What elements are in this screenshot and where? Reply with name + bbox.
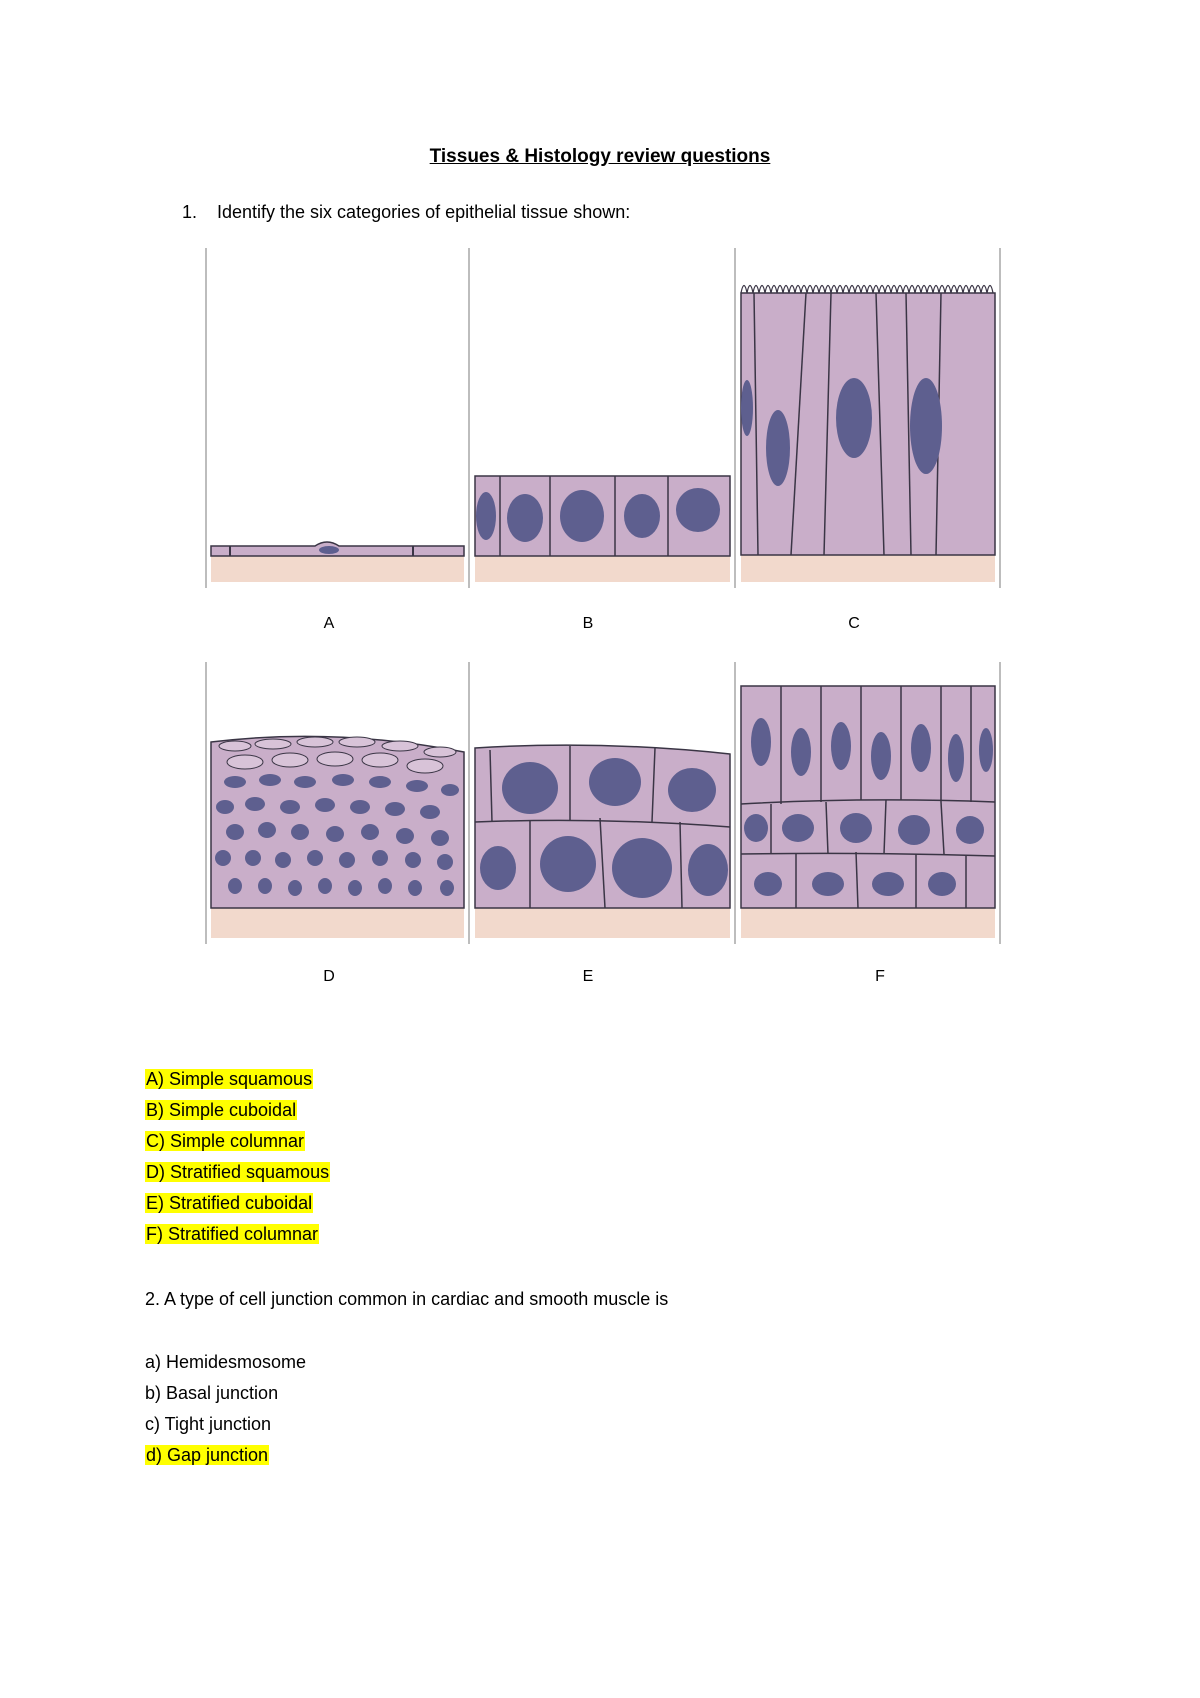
answer-e-text: E) Stratified cuboidal — [146, 1193, 313, 1213]
question-2-text: 2. A type of cell junction common in cardiac and smooth muscle is — [145, 1289, 669, 1309]
figure-e-stratified-cuboidal — [470, 662, 736, 944]
answer-b-text: B) Simple cuboidal — [146, 1100, 297, 1120]
answer-c — [145, 1130, 305, 1152]
answer-f-text: F) Stratified columnar — [146, 1224, 319, 1244]
figure-c-simple-columnar — [736, 248, 1002, 588]
answer-c-text: C) Simple columnar — [146, 1131, 305, 1151]
option-d — [145, 1445, 269, 1466]
answer-e — [145, 1192, 313, 1214]
page-title: Tissues & Histology review questions — [429, 146, 771, 167]
figure-f-stratified-columnar — [736, 662, 1002, 944]
figure-a-simple-squamous — [205, 248, 470, 588]
question-1-number: 1. — [182, 202, 198, 222]
panel-label-b: B — [582, 615, 594, 632]
option-b: b) Basal junction — [145, 1383, 279, 1403]
option-c: c) Tight junction — [145, 1414, 272, 1434]
panel-label-f: F — [875, 968, 885, 985]
answer-f — [145, 1223, 319, 1245]
option-d-text: d) Gap junction — [146, 1445, 269, 1465]
panel-label-e: E — [582, 968, 594, 985]
question-1-text: Identify the six categories of epithelial tissue shown: — [217, 202, 631, 222]
question-1 — [182, 202, 630, 223]
answer-d-text: D) Stratified squamous — [146, 1162, 330, 1182]
option-a: a) Hemidesmosome — [145, 1352, 307, 1372]
answer-a-text: A) Simple squamous — [146, 1069, 313, 1089]
panel-label-d: D — [323, 968, 335, 985]
answer-b — [145, 1099, 297, 1121]
answer-a — [145, 1068, 313, 1090]
figure-b-simple-cuboidal — [470, 248, 736, 588]
panel-label-c: C — [848, 615, 860, 632]
panel-label-a: A — [323, 615, 335, 632]
answer-d — [145, 1161, 330, 1183]
figure-d-stratified-squamous — [205, 662, 470, 944]
